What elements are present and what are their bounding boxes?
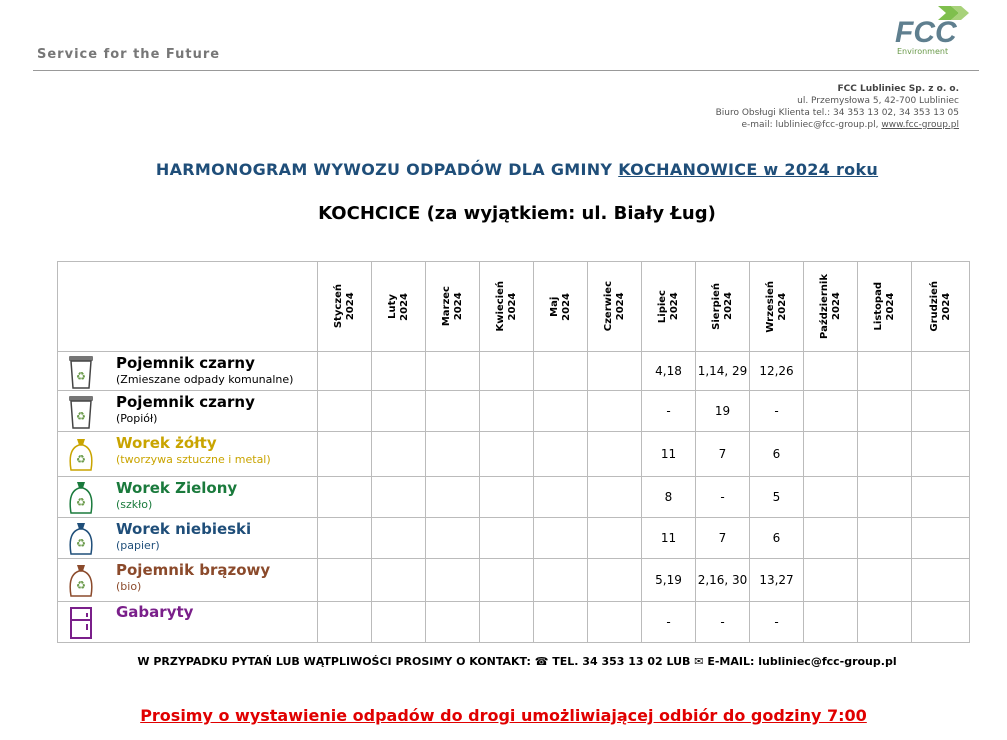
date-cell [912,391,970,432]
svg-text:♻: ♻ [76,370,86,383]
date-cell [534,559,588,602]
yellow-bag-icon [67,436,95,474]
waste-type-cell [58,432,318,477]
month-header [426,262,480,352]
logo-text: FCC [895,16,957,49]
date-cell [804,602,858,643]
month-year: 2024 [830,292,842,321]
table-row [58,602,970,643]
waste-type-cell [58,352,318,391]
table-row [58,477,970,518]
month-header [912,262,970,352]
month-name: Październik [818,274,830,339]
date-cell: 6 [750,518,804,559]
waste-type-name: Gabaryty [116,603,194,621]
waste-type-cell [58,391,318,432]
date-cell [426,391,480,432]
company-phones: Biuro Obsługi Klienta tel.: 34 353 13 02, 34 353 13 05 [715,108,959,118]
month-label [819,274,843,339]
date-cell [588,602,642,643]
bulky-waste-icon [67,604,95,642]
month-header [642,262,696,352]
month-label [603,281,627,331]
month-name: Sierpień [710,283,722,330]
logo-subtext: Environment [897,47,949,56]
month-header-row [58,262,970,352]
date-cell [480,602,534,643]
month-label [929,281,953,332]
month-name: Marzec [440,286,452,327]
month-year: 2024 [776,292,788,321]
waste-type-subtitle: (szkło) [116,498,153,511]
date-cell [912,352,970,391]
date-cell [372,352,426,391]
date-cell [318,432,372,477]
month-label [549,293,573,321]
date-cell: 11 [642,518,696,559]
waste-type-name: Pojemnik brązowy [116,561,271,579]
month-label [657,290,681,323]
date-cell [480,352,534,391]
month-label [495,281,519,331]
page-subtitle: KOCHCICE (za wyjątkiem: ul. Biały Ług) [318,203,716,224]
company-website-link[interactable]: www.fcc-group.pl [881,120,959,130]
month-year: 2024 [614,292,626,321]
date-cell [858,352,912,391]
date-cell [804,352,858,391]
company-info [716,83,959,131]
month-name: Grudzień [928,281,940,332]
date-cell: - [696,477,750,518]
date-cell [858,559,912,602]
svg-text:♻: ♻ [76,537,86,550]
date-cell [804,477,858,518]
fcc-logo [893,2,973,62]
date-cell [588,432,642,477]
svg-text:♻: ♻ [76,453,86,466]
svg-text:♻: ♻ [76,410,86,423]
company-contact [716,119,959,131]
month-header [588,262,642,352]
month-name: Luty [386,294,398,319]
month-header [858,262,912,352]
date-cell [534,391,588,432]
month-year: 2024 [398,292,410,321]
date-cell [426,602,480,643]
month-label [441,286,465,326]
company-name: FCC Lubliniec Sp. z o. o. [837,84,959,94]
waste-type-subtitle: (bio) [116,580,142,593]
date-cell [858,477,912,518]
month-year: 2024 [452,292,464,321]
waste-type-subtitle: (Popiół) [116,412,158,425]
month-year: 2024 [722,292,734,321]
date-cell: 5,19 [642,559,696,602]
date-cell [480,559,534,602]
date-cell [372,432,426,477]
month-name: Wrzesień [764,280,776,333]
date-cell: - [642,602,696,643]
month-year: 2024 [940,292,952,321]
waste-type-name: Pojemnik czarny [116,354,255,372]
waste-type-subtitle: (Zmieszane odpady komunalne) [116,373,294,386]
date-cell [318,518,372,559]
brown-bag-icon [67,562,95,600]
contact-email: E-MAIL: lubliniec@fcc-group.pl [707,655,897,668]
date-cell [858,518,912,559]
month-label [387,293,411,321]
date-cell [912,559,970,602]
month-year: 2024 [668,292,680,321]
svg-text:♻: ♻ [76,579,86,592]
date-cell [804,518,858,559]
waste-type-name: Worek Zielony [116,479,238,497]
date-cell: 4,18 [642,352,696,391]
date-cell [480,477,534,518]
date-cell [480,391,534,432]
date-cell [426,352,480,391]
month-header [372,262,426,352]
month-header [804,262,858,352]
waste-type-name: Worek żółty [116,434,217,452]
date-cell: 19 [696,391,750,432]
page-title [0,160,1007,179]
date-cell [426,432,480,477]
month-name: Czerwiec [602,281,614,332]
date-cell [534,432,588,477]
date-cell: 2,16, 30 [696,559,750,602]
date-cell: 8 [642,477,696,518]
date-cell: 13,27 [750,559,804,602]
month-label [873,282,897,330]
month-header [480,262,534,352]
date-cell [912,518,970,559]
table-row [58,518,970,559]
date-cell [534,352,588,391]
date-cell [372,477,426,518]
title-prefix: HARMONOGRAM WYWOZU ODPADÓW DLA GMINY [155,160,613,179]
date-cell: 5 [750,477,804,518]
date-cell [318,391,372,432]
pickup-notice: Prosimy o wystawienie odpadów do drogi umożliwiającej odbiór do godziny 7:00 [140,706,867,725]
envelope-icon: ✉ [694,655,704,668]
date-cell [804,432,858,477]
date-cell [372,391,426,432]
date-cell [858,432,912,477]
date-cell [480,432,534,477]
waste-type-cell [58,559,318,602]
blue-bag-icon [67,520,95,558]
date-cell: 7 [696,432,750,477]
phone-icon: ☎ [534,655,549,668]
date-cell: - [642,391,696,432]
date-cell [426,518,480,559]
date-cell [318,477,372,518]
date-cell: 11 [642,432,696,477]
date-cell [480,518,534,559]
month-label [711,283,735,330]
waste-type-subtitle: (papier) [116,539,160,552]
month-name: Styczeń [332,284,344,329]
waste-type-cell [58,518,318,559]
svg-text:♻: ♻ [76,496,86,509]
schedule-table [57,261,970,643]
contact-prefix: W PRZYPADKU PYTAŃ LUB WĄTPLIWOŚCI PROSIMY O KONTAKT: [137,655,531,668]
date-cell: - [750,602,804,643]
header-divider [33,70,979,71]
month-name: Lipiec [656,289,668,324]
black-bin-icon [67,353,95,391]
date-cell [534,602,588,643]
date-cell [318,559,372,602]
month-year: 2024 [560,292,572,321]
contact-line [0,655,1007,668]
date-cell: 1,14, 29 [696,352,750,391]
table-row [58,352,970,391]
date-cell [372,559,426,602]
table-row [58,432,970,477]
month-year: 2024 [344,292,356,321]
date-cell [318,352,372,391]
date-cell: - [750,391,804,432]
month-header [318,262,372,352]
company-address: ul. Przemysłowa 5, 42-700 Lubliniec [797,96,959,106]
date-cell [588,518,642,559]
waste-type-name: Pojemnik czarny [116,393,255,411]
header-blank-cell [58,262,318,352]
tagline: Service for the Future [37,47,221,62]
date-cell [372,518,426,559]
company-email: e-mail: lubliniec@fcc-group.pl, [741,120,879,130]
date-cell [588,477,642,518]
date-cell [912,477,970,518]
waste-type-cell [58,477,318,518]
contact-phone: TEL. 34 353 13 02 LUB [552,655,691,668]
date-cell [804,559,858,602]
date-cell [804,391,858,432]
date-cell [858,602,912,643]
date-cell [588,559,642,602]
date-cell: 6 [750,432,804,477]
date-cell: 12,26 [750,352,804,391]
date-cell [372,602,426,643]
month-header [696,262,750,352]
table-row [58,391,970,432]
date-cell [588,352,642,391]
title-gmina: KOCHANOWICE w 2024 roku [618,160,879,179]
month-header [534,262,588,352]
month-year: 2024 [884,292,896,321]
date-cell [588,391,642,432]
date-cell [426,559,480,602]
month-header [750,262,804,352]
date-cell [858,391,912,432]
date-cell [318,602,372,643]
date-cell [912,432,970,477]
date-cell: 7 [696,518,750,559]
date-cell: - [696,602,750,643]
month-name: Kwiecień [494,281,506,332]
date-cell [912,602,970,643]
date-cell [426,477,480,518]
month-name: Maj [548,296,560,317]
month-name: Listopad [872,282,884,331]
waste-type-cell [58,602,318,643]
green-bag-icon [67,479,95,517]
waste-type-name: Worek niebieski [116,520,252,538]
month-label [333,284,357,328]
table-row [58,559,970,602]
date-cell [534,477,588,518]
black-bin-icon [67,393,95,431]
date-cell [534,518,588,559]
waste-type-subtitle: (tworzywa sztuczne i metal) [116,453,271,466]
month-label [765,281,789,333]
month-year: 2024 [506,292,518,321]
